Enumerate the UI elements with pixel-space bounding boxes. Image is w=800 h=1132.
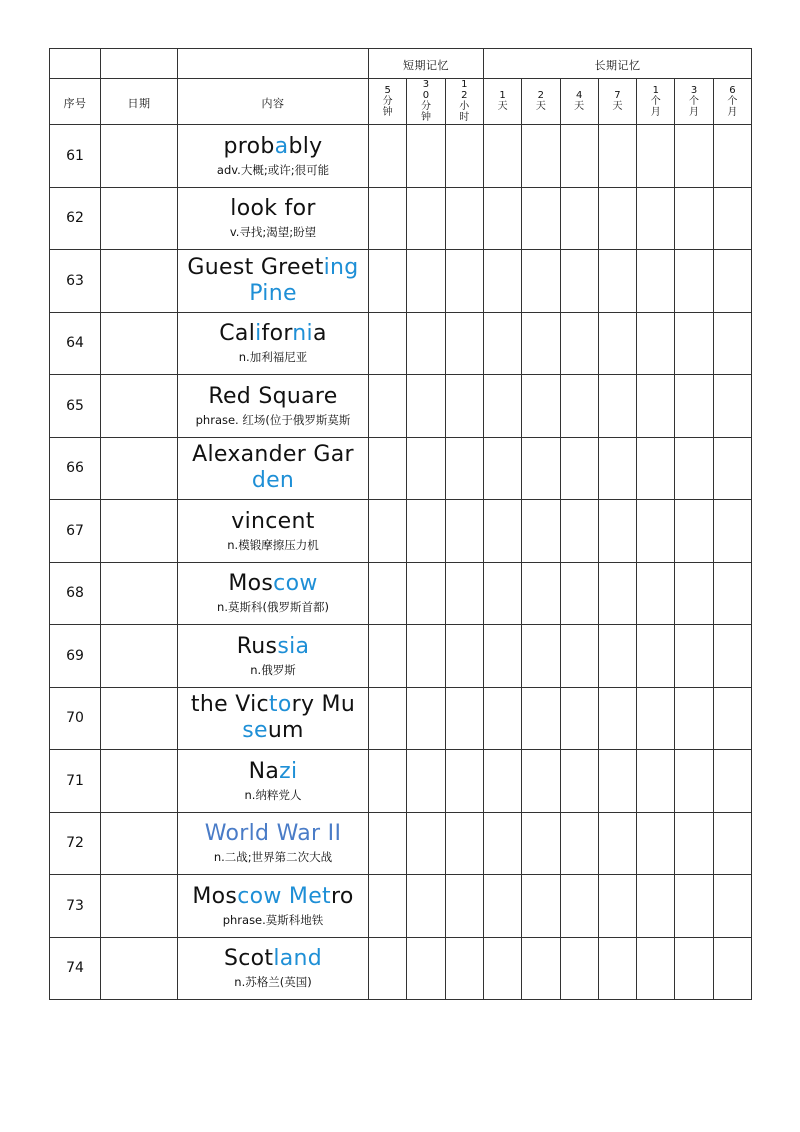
review-check-cell[interactable] <box>483 875 521 938</box>
row-number: 71 <box>50 750 101 813</box>
content-cell <box>178 875 369 938</box>
review-check-cell[interactable] <box>560 375 598 438</box>
content-cell <box>178 812 369 875</box>
review-check-cell[interactable] <box>445 500 483 563</box>
row-number: 64 <box>50 312 101 375</box>
content-cell <box>178 562 369 625</box>
review-check-cell[interactable] <box>407 937 445 1000</box>
review-check-cell[interactable] <box>522 187 560 250</box>
word-meaning: n.纳粹党人 <box>244 787 302 802</box>
content-cell <box>178 687 369 750</box>
review-check-cell[interactable] <box>713 312 751 375</box>
review-check-cell[interactable] <box>369 125 407 188</box>
review-check-cell[interactable] <box>598 687 636 750</box>
table-row <box>50 125 752 188</box>
review-check-cell[interactable] <box>522 375 560 438</box>
review-check-cell[interactable] <box>483 375 521 438</box>
date-cell[interactable] <box>101 562 178 625</box>
word-highlight: cow Met <box>237 883 331 909</box>
review-check-cell[interactable] <box>445 375 483 438</box>
review-check-cell[interactable] <box>522 875 560 938</box>
review-check-cell[interactable] <box>522 937 560 1000</box>
review-check-cell[interactable] <box>522 562 560 625</box>
review-check-cell[interactable] <box>522 750 560 813</box>
word-highlight: ni <box>292 321 313 347</box>
review-check-cell[interactable] <box>560 937 598 1000</box>
word-meaning: phrase. 红场(位于俄罗斯莫斯 <box>195 412 351 427</box>
word-part: prob <box>223 133 275 159</box>
review-check-cell[interactable] <box>675 250 713 313</box>
review-check-cell[interactable] <box>445 125 483 188</box>
vocab-word <box>178 321 368 347</box>
table-row <box>50 562 752 625</box>
content-cell <box>178 187 369 250</box>
table-row <box>50 812 752 875</box>
word-part: Rus <box>236 633 278 659</box>
review-check-cell[interactable] <box>407 312 445 375</box>
review-check-cell[interactable] <box>637 875 675 938</box>
word-highlight: cow <box>273 571 318 597</box>
row-number: 68 <box>50 562 101 625</box>
vocab-word <box>178 821 368 847</box>
review-check-cell[interactable] <box>483 750 521 813</box>
date-cell[interactable] <box>101 875 178 938</box>
review-check-cell[interactable] <box>522 437 560 500</box>
row-number: 63 <box>50 250 101 313</box>
review-check-cell[interactable] <box>369 937 407 1000</box>
review-check-cell[interactable] <box>445 750 483 813</box>
word-highlight: sia <box>277 633 310 659</box>
review-check-cell[interactable] <box>407 750 445 813</box>
review-check-cell[interactable] <box>637 562 675 625</box>
word-highlight: ing <box>323 254 359 280</box>
word-part: Cal <box>219 321 256 347</box>
interval-header: 12小时 <box>445 79 483 125</box>
date-cell[interactable] <box>101 750 178 813</box>
word-part: Mos <box>228 571 274 597</box>
review-check-cell[interactable] <box>598 875 636 938</box>
row-number: 70 <box>50 687 101 750</box>
content-cell <box>178 750 369 813</box>
date-cell[interactable] <box>101 687 178 750</box>
date-cell[interactable] <box>101 937 178 1000</box>
review-check-cell[interactable] <box>675 812 713 875</box>
review-check-cell[interactable] <box>598 312 636 375</box>
review-check-cell[interactable] <box>407 437 445 500</box>
word-part: Scot <box>223 946 274 972</box>
table-row <box>50 312 752 375</box>
review-check-cell[interactable] <box>407 500 445 563</box>
table-row <box>50 437 752 500</box>
word-part: the Vic <box>190 692 269 718</box>
date-cell[interactable] <box>101 375 178 438</box>
review-check-cell[interactable] <box>407 125 445 188</box>
review-check-cell[interactable] <box>713 187 751 250</box>
review-check-cell[interactable] <box>675 437 713 500</box>
review-check-cell[interactable] <box>598 187 636 250</box>
content-cell <box>178 937 369 1000</box>
review-check-cell[interactable] <box>522 812 560 875</box>
review-check-cell[interactable] <box>713 125 751 188</box>
review-check-cell[interactable] <box>713 250 751 313</box>
review-check-cell[interactable] <box>445 687 483 750</box>
review-check-cell[interactable] <box>713 562 751 625</box>
review-check-cell[interactable] <box>369 250 407 313</box>
word-meaning: n.二战;世界第二次大战 <box>213 850 333 865</box>
row-number: 73 <box>50 875 101 938</box>
review-check-cell[interactable] <box>407 625 445 688</box>
word-meaning: n.加利福尼亚 <box>238 350 308 365</box>
review-check-cell[interactable] <box>483 250 521 313</box>
word-highlight: Pine <box>249 280 297 306</box>
review-check-cell[interactable] <box>675 125 713 188</box>
interval-header: 7天 <box>598 79 636 125</box>
vocab-word <box>178 134 368 160</box>
review-check-cell[interactable] <box>522 500 560 563</box>
long-term-header: 长期记忆 <box>483 49 751 79</box>
review-check-cell[interactable] <box>560 875 598 938</box>
review-check-cell[interactable] <box>598 937 636 1000</box>
review-check-cell[interactable] <box>522 125 560 188</box>
review-check-cell[interactable] <box>445 937 483 1000</box>
review-check-cell[interactable] <box>522 687 560 750</box>
review-check-cell[interactable] <box>675 750 713 813</box>
review-check-cell[interactable] <box>445 875 483 938</box>
word-meaning: n.苏格兰(英国) <box>234 975 312 990</box>
review-check-cell[interactable] <box>637 812 675 875</box>
review-check-cell[interactable] <box>522 250 560 313</box>
word-part: Guest Greet <box>187 254 324 280</box>
interval-header: 30分钟 <box>407 79 445 125</box>
row-number: 61 <box>50 125 101 188</box>
table-row <box>50 500 752 563</box>
content-cell <box>178 500 369 563</box>
vocab-word <box>178 946 368 972</box>
table-row <box>50 687 752 750</box>
review-check-cell[interactable] <box>369 375 407 438</box>
review-check-cell[interactable] <box>560 187 598 250</box>
word-meaning: adv.大概;或许;很可能 <box>216 162 330 177</box>
review-check-cell[interactable] <box>560 437 598 500</box>
row-number: 74 <box>50 937 101 1000</box>
row-number: 66 <box>50 437 101 500</box>
review-check-cell[interactable] <box>483 312 521 375</box>
word-part: Na <box>248 758 280 784</box>
review-check-cell[interactable] <box>369 437 407 500</box>
row-number: 67 <box>50 500 101 563</box>
review-check-cell[interactable] <box>445 250 483 313</box>
word-part: vincent <box>231 508 315 534</box>
word-highlight: to <box>268 692 292 718</box>
table-row <box>50 250 752 313</box>
word-part: ro <box>330 883 354 909</box>
word-part: Red Square <box>208 383 338 409</box>
review-check-cell[interactable] <box>637 187 675 250</box>
review-check-cell[interactable] <box>369 812 407 875</box>
review-check-cell[interactable] <box>675 500 713 563</box>
review-check-cell[interactable] <box>560 250 598 313</box>
review-check-cell[interactable] <box>369 562 407 625</box>
review-check-cell[interactable] <box>407 187 445 250</box>
review-check-cell[interactable] <box>713 500 751 563</box>
review-check-cell[interactable] <box>483 687 521 750</box>
header-row-columns <box>50 79 752 125</box>
word-meaning: n.俄罗斯 <box>250 662 296 677</box>
review-check-cell[interactable] <box>483 125 521 188</box>
vocab-word <box>178 255 368 307</box>
vocab-word <box>178 384 368 410</box>
review-check-cell[interactable] <box>675 937 713 1000</box>
table-row <box>50 625 752 688</box>
word-highlight: land <box>273 946 323 972</box>
short-term-header: 短期记忆 <box>369 49 484 79</box>
review-check-cell[interactable] <box>445 437 483 500</box>
review-check-cell[interactable] <box>713 812 751 875</box>
review-check-cell[interactable] <box>637 250 675 313</box>
table-row <box>50 750 752 813</box>
review-check-cell[interactable] <box>598 125 636 188</box>
review-check-cell[interactable] <box>598 750 636 813</box>
vocab-word <box>178 884 368 910</box>
review-check-cell[interactable] <box>560 312 598 375</box>
vocab-word <box>178 509 368 535</box>
review-check-cell[interactable] <box>637 312 675 375</box>
table-row <box>50 375 752 438</box>
review-check-cell[interactable] <box>483 500 521 563</box>
review-check-cell[interactable] <box>445 312 483 375</box>
word-meaning: n.莫斯科(俄罗斯首都) <box>217 600 329 615</box>
review-check-cell[interactable] <box>445 812 483 875</box>
date-cell[interactable] <box>101 250 178 313</box>
content-cell <box>178 375 369 438</box>
index-column-header: 序号 <box>50 79 101 125</box>
blank-header-cell <box>101 49 178 79</box>
review-check-cell[interactable] <box>713 625 751 688</box>
row-number: 72 <box>50 812 101 875</box>
interval-header: 3个月 <box>675 79 713 125</box>
review-check-cell[interactable] <box>598 562 636 625</box>
review-check-cell[interactable] <box>369 625 407 688</box>
review-check-cell[interactable] <box>598 250 636 313</box>
review-check-cell[interactable] <box>598 625 636 688</box>
word-highlight: se <box>242 718 268 744</box>
word-highlight: World War II <box>204 821 342 847</box>
interval-header: 4天 <box>560 79 598 125</box>
word-part: look for <box>230 196 316 222</box>
date-cell[interactable] <box>101 312 178 375</box>
date-cell[interactable] <box>101 125 178 188</box>
review-check-cell[interactable] <box>560 125 598 188</box>
blank-header-cell <box>178 49 369 79</box>
blank-header-cell <box>50 49 101 79</box>
content-cell <box>178 312 369 375</box>
review-check-cell[interactable] <box>407 250 445 313</box>
review-check-cell[interactable] <box>560 812 598 875</box>
word-part: bly <box>288 133 323 159</box>
review-check-cell[interactable] <box>369 875 407 938</box>
review-check-cell[interactable] <box>407 875 445 938</box>
review-check-cell[interactable] <box>445 187 483 250</box>
word-part: Mos <box>192 883 238 909</box>
review-check-cell[interactable] <box>369 312 407 375</box>
review-check-cell[interactable] <box>560 500 598 563</box>
review-check-cell[interactable] <box>598 812 636 875</box>
review-check-cell[interactable] <box>598 500 636 563</box>
review-check-cell[interactable] <box>369 750 407 813</box>
word-part: Alexander Gar <box>192 442 354 468</box>
review-check-cell[interactable] <box>675 875 713 938</box>
review-check-cell[interactable] <box>675 562 713 625</box>
vocab-word <box>178 196 368 222</box>
review-check-cell[interactable] <box>445 625 483 688</box>
content-cell <box>178 125 369 188</box>
review-check-cell[interactable] <box>483 187 521 250</box>
interval-header: 2天 <box>522 79 560 125</box>
vocab-word <box>178 692 368 744</box>
interval-header: 6个月 <box>713 79 751 125</box>
review-check-cell[interactable] <box>560 625 598 688</box>
date-column-header: 日期 <box>101 79 178 125</box>
memory-review-table <box>49 48 752 1000</box>
date-cell[interactable] <box>101 187 178 250</box>
review-check-cell[interactable] <box>713 687 751 750</box>
review-check-cell[interactable] <box>637 625 675 688</box>
review-check-cell[interactable] <box>675 375 713 438</box>
review-check-cell[interactable] <box>369 187 407 250</box>
review-check-cell[interactable] <box>637 937 675 1000</box>
word-part: ry Mu <box>291 692 356 718</box>
interval-header: 5分钟 <box>369 79 407 125</box>
review-check-cell[interactable] <box>637 687 675 750</box>
word-highlight: i <box>255 321 262 347</box>
review-check-cell[interactable] <box>598 437 636 500</box>
word-highlight: a <box>274 133 289 159</box>
row-number: 62 <box>50 187 101 250</box>
review-check-cell[interactable] <box>407 812 445 875</box>
content-column-header: 内容 <box>178 79 369 125</box>
review-check-cell[interactable] <box>713 375 751 438</box>
vocab-word <box>178 759 368 785</box>
review-check-cell[interactable] <box>407 562 445 625</box>
row-number: 65 <box>50 375 101 438</box>
interval-header: 1个月 <box>637 79 675 125</box>
review-check-cell[interactable] <box>445 562 483 625</box>
review-check-cell[interactable] <box>713 437 751 500</box>
review-check-cell[interactable] <box>560 562 598 625</box>
review-check-cell[interactable] <box>637 437 675 500</box>
review-check-cell[interactable] <box>713 750 751 813</box>
content-cell <box>178 250 369 313</box>
table-row <box>50 875 752 938</box>
review-check-cell[interactable] <box>713 937 751 1000</box>
review-check-cell[interactable] <box>637 500 675 563</box>
review-check-cell[interactable] <box>369 687 407 750</box>
word-part: for <box>261 321 293 347</box>
review-check-cell[interactable] <box>483 625 521 688</box>
table-row <box>50 937 752 1000</box>
word-rows <box>50 125 752 1000</box>
word-part: a <box>312 321 327 347</box>
content-cell <box>178 437 369 500</box>
review-check-cell[interactable] <box>407 375 445 438</box>
review-check-cell[interactable] <box>522 312 560 375</box>
review-check-cell[interactable] <box>369 500 407 563</box>
review-check-cell[interactable] <box>675 312 713 375</box>
content-cell <box>178 625 369 688</box>
word-highlight: zi <box>279 758 298 784</box>
date-cell[interactable] <box>101 437 178 500</box>
word-meaning: v.寻找;渴望;盼望 <box>229 225 317 240</box>
review-check-cell[interactable] <box>675 687 713 750</box>
review-check-cell[interactable] <box>560 687 598 750</box>
review-check-cell[interactable] <box>637 750 675 813</box>
review-check-cell[interactable] <box>637 125 675 188</box>
date-cell[interactable] <box>101 500 178 563</box>
table-row <box>50 187 752 250</box>
vocab-word <box>178 571 368 597</box>
review-check-cell[interactable] <box>713 875 751 938</box>
review-check-cell[interactable] <box>675 625 713 688</box>
review-check-cell[interactable] <box>598 375 636 438</box>
review-check-cell[interactable] <box>483 562 521 625</box>
date-cell[interactable] <box>101 812 178 875</box>
vocab-word <box>178 634 368 660</box>
row-number: 69 <box>50 625 101 688</box>
review-check-cell[interactable] <box>522 625 560 688</box>
word-highlight: den <box>251 468 295 494</box>
vocab-word <box>178 442 368 494</box>
word-part: um <box>267 718 304 744</box>
review-check-cell[interactable] <box>675 187 713 250</box>
interval-header: 1天 <box>483 79 521 125</box>
review-check-cell[interactable] <box>407 687 445 750</box>
review-check-cell[interactable] <box>637 375 675 438</box>
header-row-groups <box>50 49 752 79</box>
review-check-cell[interactable] <box>560 750 598 813</box>
review-check-cell[interactable] <box>483 437 521 500</box>
review-check-cell[interactable] <box>483 812 521 875</box>
review-check-cell[interactable] <box>483 937 521 1000</box>
word-meaning: phrase.莫斯科地铁 <box>222 912 324 927</box>
word-meaning: n.模锻摩擦压力机 <box>227 537 319 552</box>
date-cell[interactable] <box>101 625 178 688</box>
